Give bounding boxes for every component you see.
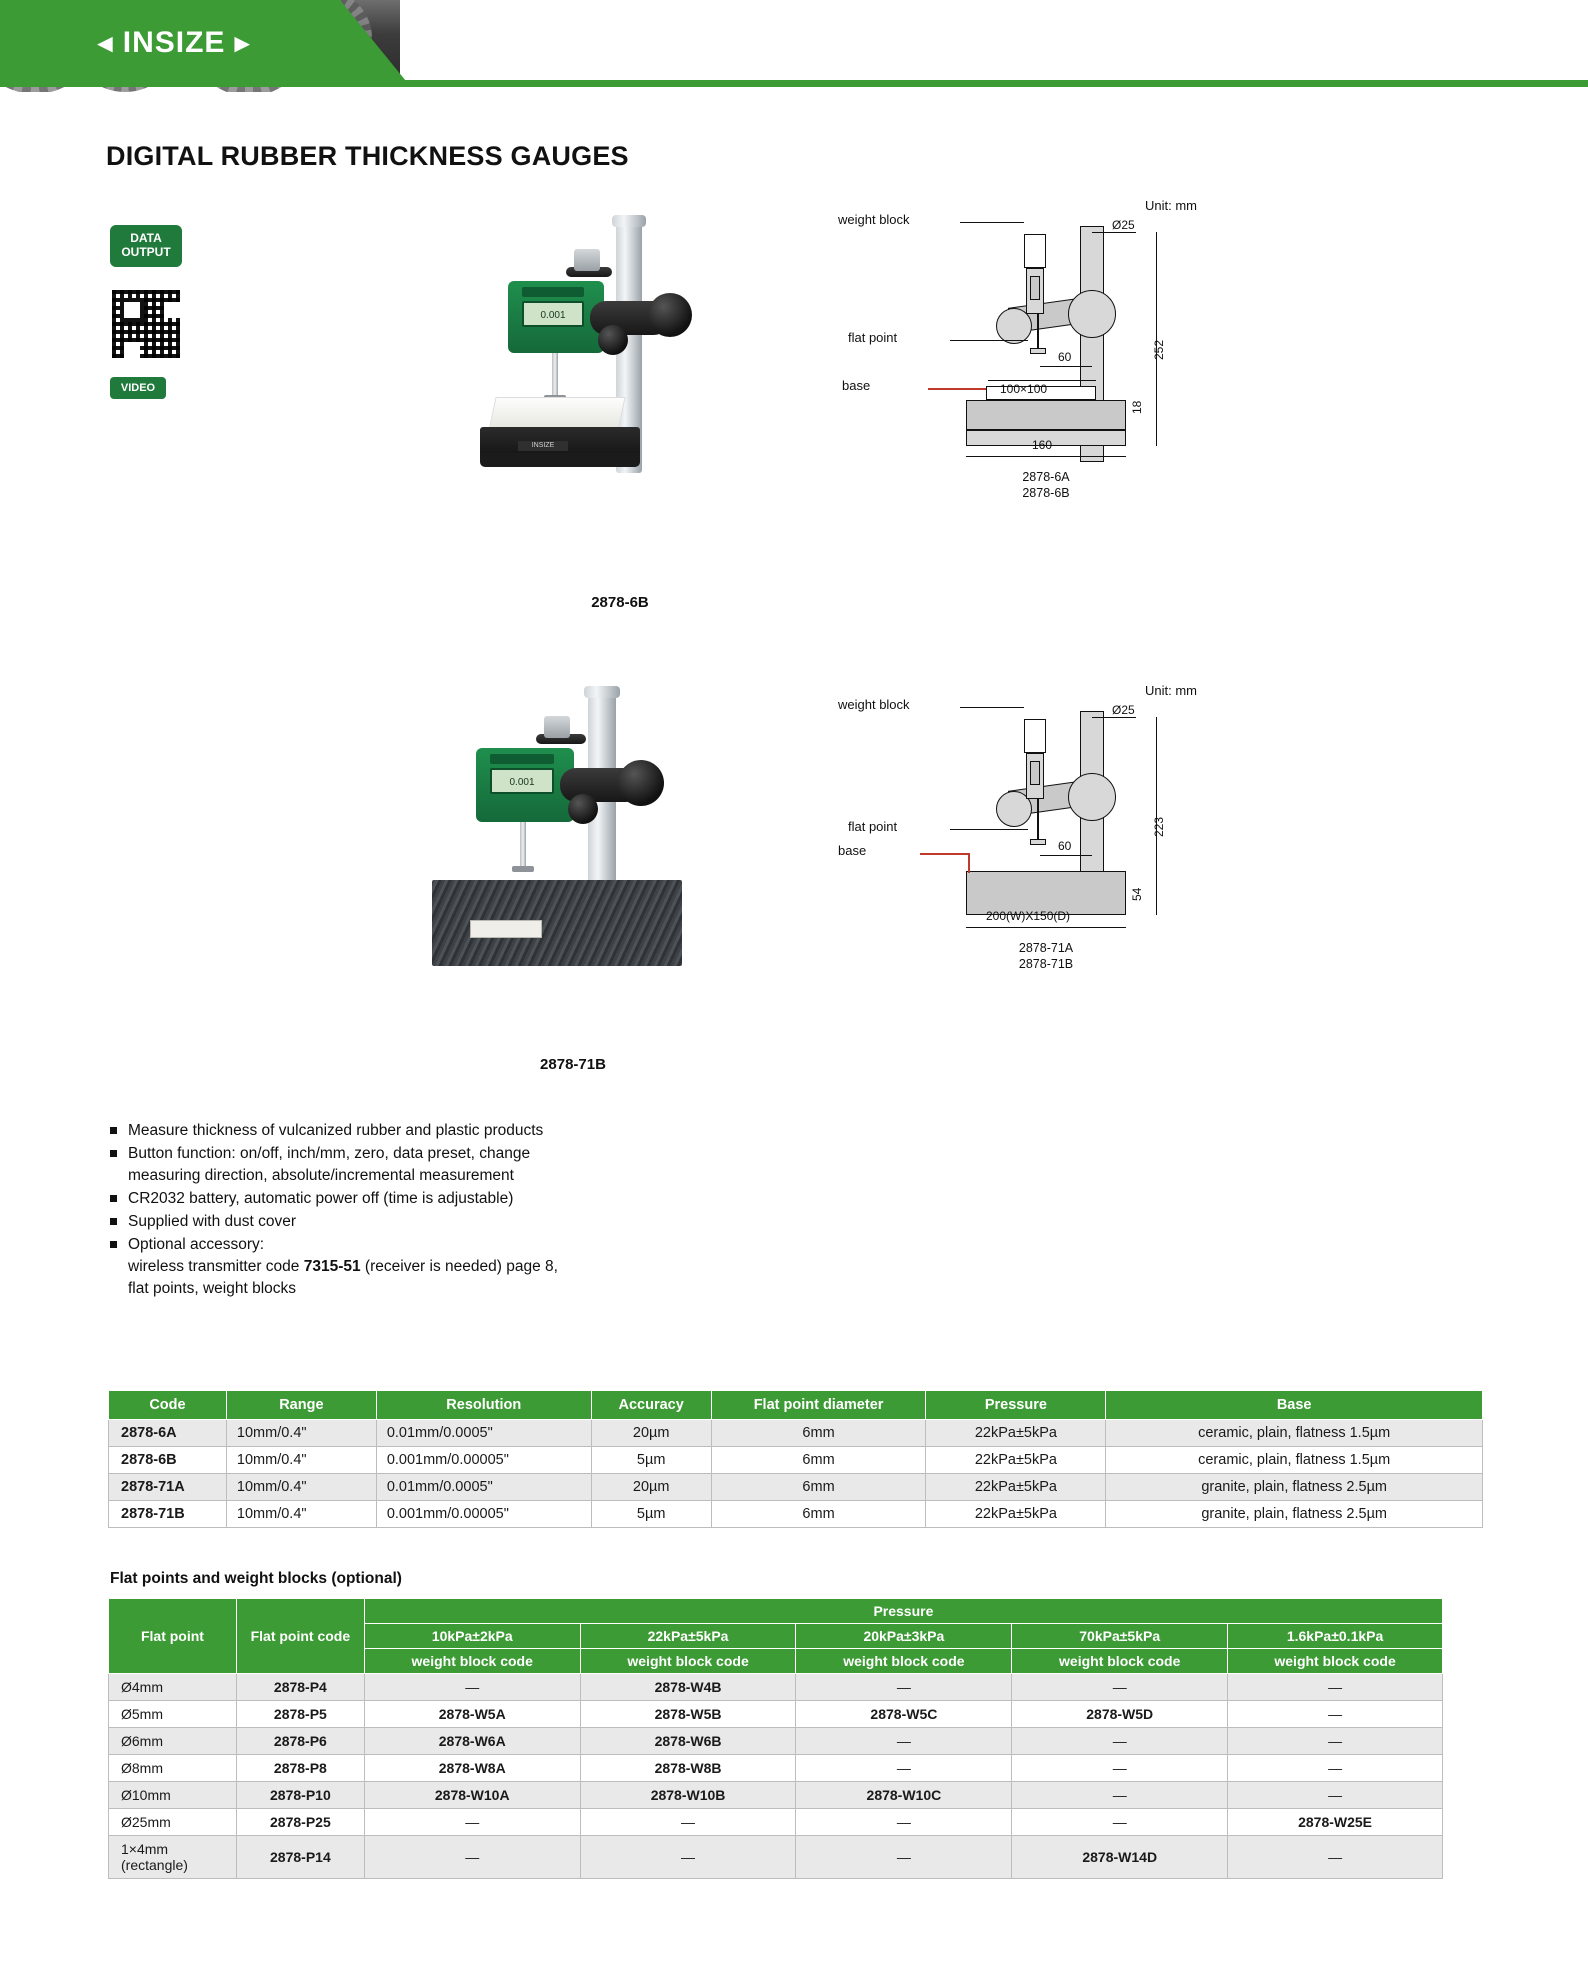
dim-plate-line [988,380,1096,381]
base-brand-plate: INSIZE [518,441,568,451]
flat-points-weight-blocks-table [108,1598,1443,1879]
cell-weight-block: — [364,1809,580,1836]
cell-pressure: 22kPa±5kPa [926,1501,1106,1528]
cell-flat-point-code: 2878-P4 [236,1674,364,1701]
ceramic-base-plate [488,397,625,431]
cell-weight-block: 2878-W25E [1228,1809,1443,1836]
table-row [109,1474,1483,1501]
cell-flat-point: 1×4mm (rectangle) [109,1836,237,1879]
dim-base-width-line [966,456,1126,457]
indicator-head [1024,234,1046,268]
th-range: Range [226,1391,376,1420]
cell-weight-block: — [1228,1755,1443,1782]
indicator-head [1024,719,1046,753]
th-accuracy: Accuracy [591,1391,711,1420]
drawing-caption-1b: 2878-6B [1022,486,1070,500]
cell-range: 10mm/0.4" [226,1474,376,1501]
cell-weight-block: 2878-W5C [796,1701,1012,1728]
cell-weight-block: 2878-W5B [580,1701,796,1728]
dim-arm-1: 60 [1058,350,1072,364]
cell-weight-block: — [796,1836,1012,1879]
cell-resolution: 0.01mm/0.0005" [376,1474,591,1501]
base-brand-plate [470,920,542,938]
dim-diameter-line [1092,717,1136,718]
leader-flat-point [950,829,1028,830]
table-header-row-1 [109,1599,1443,1624]
cell-pressure: 22kPa±5kPa [926,1420,1106,1447]
flat-point-stem [1037,799,1039,841]
list-item [108,1188,728,1210]
cell-pressure: 22kPa±5kPa [926,1474,1106,1501]
data-output-line1: DATA [130,231,162,245]
dim-base-width-line [966,927,1126,928]
cell-weight-block: 2878-W6B [580,1728,796,1755]
table-row [109,1836,1443,1879]
cell-weight-block: 2878-W14D [1012,1836,1228,1879]
cell-code: 2878-6B [109,1447,227,1474]
knob-right [1068,290,1116,338]
cell-weight-block: — [796,1674,1012,1701]
drawing-caption-2b: 2878-71B [1018,957,1074,971]
cell-weight-block: — [1012,1755,1228,1782]
data-output-badge [110,225,182,267]
cell-weight-block: — [1012,1728,1228,1755]
cell-weight-block: — [796,1755,1012,1782]
cell-flat-point-diameter: 6mm [711,1447,926,1474]
header-green-rule [0,80,1588,87]
cell-flat-point: Ø5mm [109,1701,237,1728]
bullet-subtext-2: flat points, weight blocks [128,1280,297,1297]
cell-flat-point-code: 2878-P25 [236,1809,364,1836]
cell-weight-block: — [580,1809,796,1836]
knob-right [1068,773,1116,821]
base-block [966,400,1126,430]
th-base: Base [1106,1391,1483,1420]
th-weight-block-code-2: weight block code [580,1649,796,1674]
page-title: DIGITAL RUBBER THICKNESS GAUGES [106,141,629,171]
cell-accuracy: 20µm [591,1420,711,1447]
th-resolution: Resolution [376,1391,591,1420]
weight-block-shape [1030,761,1040,785]
dim-arm-line [1040,855,1092,856]
th-pressure-group: Pressure [364,1599,1442,1624]
flat-point-tip [1030,348,1046,354]
bullet-text: Optional accessory: [128,1236,265,1253]
cell-weight-block: — [1012,1809,1228,1836]
cell-weight-block: — [1228,1674,1443,1701]
cell-weight-block: 2878-W6A [364,1728,580,1755]
th-weight-block-code-5: weight block code [1228,1649,1443,1674]
th-flat-point-code: Flat point code [236,1599,364,1674]
dim-arm-line [1040,366,1092,367]
cell-flat-point-diameter: 6mm [711,1501,926,1528]
indicator-label-strip [522,287,584,297]
bullet-square-icon [110,1127,117,1134]
list-item [108,1120,728,1142]
product-photo-2878-6B [470,205,770,585]
cell-flat-point-code: 2878-P5 [236,1701,364,1728]
gauge-top-block [544,716,570,738]
cell-weight-block: — [1228,1728,1443,1755]
th-flat-point-diameter: Flat point diameter [711,1391,926,1420]
label-weight-block-1: weight block [838,212,910,227]
indicator-label-strip [490,754,554,764]
cell-flat-point: Ø6mm [109,1728,237,1755]
bullet-square-icon [110,1195,117,1202]
table-row [109,1674,1443,1701]
bullet-text: Supplied with dust cover [128,1213,297,1230]
label-base-1: base [842,378,871,393]
accessory-code: 7315-51 [303,1258,361,1275]
th-pressure-1: 10kPa±2kPa [364,1624,580,1649]
data-output-line2: OUTPUT [121,245,171,259]
cell-flat-point-code: 2878-P6 [236,1728,364,1755]
th-weight-block-code-3: weight block code [796,1649,1012,1674]
cell-flat-point-diameter: 6mm [711,1420,926,1447]
cell-code: 2878-6A [109,1420,227,1447]
cell-flat-point: Ø25mm [109,1809,237,1836]
cell-weight-block: 2878-W4B [580,1674,796,1701]
table-row [109,1501,1483,1528]
cell-range: 10mm/0.4" [226,1420,376,1447]
cell-weight-block: — [1228,1782,1443,1809]
gauge-top-block [574,249,600,271]
cell-weight-block: — [1228,1836,1443,1879]
cell-weight-block: — [1012,1674,1228,1701]
bullet-square-icon [110,1150,117,1157]
feature-list [108,1120,728,1300]
dimension-drawing-2878-71 [838,675,1200,1095]
bullet-text: CR2032 battery, automatic power off (time is adjustable) [128,1190,514,1207]
cell-resolution: 0.01mm/0.0005" [376,1420,591,1447]
cell-weight-block: — [1228,1701,1443,1728]
list-item [108,1211,728,1233]
cell-base: granite, plain, flatness 2.5µm [1106,1474,1483,1501]
accessory-post: (receiver is needed) page 8, [360,1258,558,1275]
bullet-text: Button function: on/off, inch/mm, zero, data preset, change [128,1145,531,1162]
measuring-stem [520,822,526,870]
dim-height-2: 223 [1152,816,1166,837]
cell-code: 2878-71B [109,1501,227,1528]
gauge-adjust-knob [568,794,598,824]
measuring-stem [552,353,558,399]
cell-weight-block: — [796,1728,1012,1755]
list-item [108,1234,728,1300]
cell-range: 10mm/0.4" [226,1447,376,1474]
th-pressure-3: 20kPa±3kPa [796,1624,1012,1649]
cell-flat-point-code: 2878-P14 [236,1836,364,1879]
dim-diameter-line [1092,232,1136,233]
table-row [109,1782,1443,1809]
leader-base [928,388,986,390]
dim-base-height-1: 18 [1130,400,1144,414]
cell-base: granite, plain, flatness 2.5µm [1106,1501,1483,1528]
accessory-pre: wireless transmitter code [128,1258,304,1275]
table-row [109,1701,1443,1728]
label-weight-block-2: weight block [838,697,910,712]
cell-resolution: 0.001mm/0.00005" [376,1447,591,1474]
cell-weight-block: — [1012,1782,1228,1809]
product-photo-2878-71B [418,668,728,1048]
cell-accuracy: 5µm [591,1447,711,1474]
cell-flat-point: Ø8mm [109,1755,237,1782]
cell-flat-point-code: 2878-P8 [236,1755,364,1782]
label-base-2: base [838,843,867,858]
dimension-drawing-2878-6 [838,190,1200,610]
bullet-square-icon [110,1218,117,1225]
cell-flat-point-code: 2878-P10 [236,1782,364,1809]
flat-point-tip [1030,839,1046,845]
bullet-square-icon [110,1241,117,1248]
drawing-caption-1a: 2878-6A [1022,470,1070,484]
dim-base-width-2: 200(W)X150(D) [986,909,1071,923]
base-foot [480,453,640,467]
unit-label-1: Unit: mm [1145,198,1197,213]
label-flat-point-2: flat point [848,819,898,834]
cell-range: 10mm/0.4" [226,1501,376,1528]
cell-weight-block: — [364,1674,580,1701]
photo-caption-1: 2878-6B [591,594,649,611]
table-header-row [109,1391,1483,1420]
leader-base-v [968,853,970,873]
optional-table-title: Flat points and weight blocks (optional) [110,1570,402,1587]
dim-diameter-1: Ø25 [1112,218,1135,232]
bullet-subtext [128,1256,728,1278]
cell-weight-block: 2878-W10C [796,1782,1012,1809]
cell-weight-block: 2878-W8B [580,1755,796,1782]
logo-left-arrow-icon: ◄ [92,27,119,58]
drawing-caption-2a: 2878-71A [1018,941,1074,955]
th-pressure-2: 22kPa±5kPa [580,1624,796,1649]
flat-point-stem [1037,314,1039,350]
cell-weight-block: 2878-W5D [1012,1701,1228,1728]
indicator-display: 0.001 [490,768,554,794]
feature-bullets [108,1120,728,1301]
th-flat-point: Flat point [109,1599,237,1674]
cell-accuracy: 20µm [591,1474,711,1501]
indicator-display: 0.001 [522,301,584,327]
list-item [108,1143,728,1187]
logo-right-arrow-icon: ► [229,27,257,58]
cell-flat-point: Ø10mm [109,1782,237,1809]
th-weight-block-code-1: weight block code [364,1649,580,1674]
bullet-text: Measure thickness of vulcanized rubber and plastic products [128,1122,544,1139]
table-row [109,1755,1443,1782]
dim-plate-1: 100×100 [1000,382,1048,396]
logo-text: INSIZE [122,26,226,59]
cell-weight-block: — [796,1809,1012,1836]
table-row [109,1420,1483,1447]
leader-flat-point [950,340,1028,341]
photo-caption-2: 2878-71B [540,1056,606,1073]
cell-pressure: 22kPa±5kPa [926,1447,1106,1474]
cell-flat-point: Ø4mm [109,1674,237,1701]
gauge-lock-knob [648,293,692,337]
cell-weight-block: 2878-W10B [580,1782,796,1809]
leader-base [920,853,970,855]
label-flat-point-1: flat point [848,330,898,345]
flat-point [512,866,534,872]
table-row [109,1728,1443,1755]
cell-code: 2878-71A [109,1474,227,1501]
unit-label-2: Unit: mm [1145,683,1197,698]
th-pressure: Pressure [926,1391,1106,1420]
gauge-adjust-knob [598,325,628,355]
cell-flat-point-diameter: 6mm [711,1474,926,1501]
cell-resolution: 0.001mm/0.00005" [376,1501,591,1528]
specifications-table [108,1390,1483,1528]
th-pressure-4: 70kPa±5kPa [1012,1624,1228,1649]
table-row [109,1809,1443,1836]
cell-accuracy: 5µm [591,1501,711,1528]
bullet-subtext: measuring direction, absolute/incremental measurement [128,1167,514,1184]
insize-logo [92,26,256,60]
gauge-column-cap [584,686,620,698]
dim-base-height-2: 54 [1130,887,1144,901]
qr-code-icon [110,288,182,360]
th-weight-block-code-4: weight block code [1012,1649,1228,1674]
table-row [109,1447,1483,1474]
dim-diameter-2: Ø25 [1112,703,1135,717]
video-badge: VIDEO [110,377,166,399]
dim-arm-2: 60 [1058,839,1072,853]
cell-weight-block: 2878-W5A [364,1701,580,1728]
cell-weight-block: 2878-W8A [364,1755,580,1782]
dim-base-width-1: 160 [1032,438,1053,452]
weight-block-shape [1030,276,1040,300]
cell-base: ceramic, plain, flatness 1.5µm [1106,1447,1483,1474]
page-header [0,0,1588,92]
th-pressure-5: 1.6kPa±0.1kPa [1228,1624,1443,1649]
cell-weight-block: — [364,1836,580,1879]
gauge-column-cap [612,215,646,227]
cell-base: ceramic, plain, flatness 1.5µm [1106,1420,1483,1447]
th-code: Code [109,1391,227,1420]
leader-weight-block [960,707,1024,708]
dim-height-1: 252 [1152,339,1166,360]
cell-weight-block: 2878-W10A [364,1782,580,1809]
gauge-lock-knob [618,760,664,806]
cell-weight-block: — [580,1836,796,1879]
leader-weight-block [960,222,1024,223]
